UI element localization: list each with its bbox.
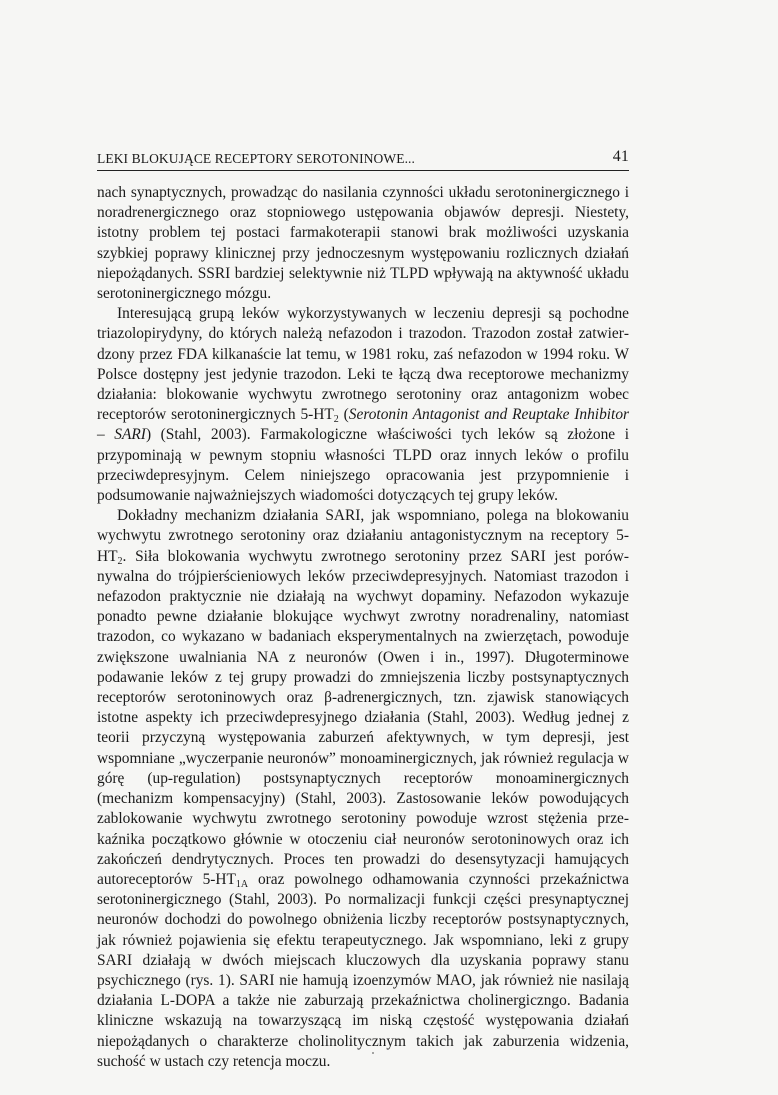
scan-speck	[372, 1052, 374, 1054]
paragraph-3-text-a: Dokładny mechanizm działania SARI, jak wspomniano, polega na blokowaniu wychwytu zwrotnego serotoniny oraz działaniu antagonistycznym na receptory 5-HT	[97, 507, 629, 565]
page-number: 41	[612, 148, 629, 165]
paragraph-1-text: nach synaptycznych, prowadząc do nasilania czynności układu serotoninergicznego i noradrenergicznego oraz stopniowego ustępowania objawów depresji. Niestety, istotny problem tej postaci farmakoterapii stanowi brak możliwości uzyskania szybkiej poprawy klinicznej przy jednoczesnym występowaniu rozlicznych działań niepożądanych. SSRI bardziej selektywnie niż TLPD wpływają na aktywność układu serotoninergicznego mózgu.	[97, 184, 629, 303]
subscript: 1A	[235, 878, 249, 890]
paragraph-3	[97, 506, 629, 1072]
subscript: 2	[117, 555, 123, 567]
paragraph-2-text-c: ) (Stahl, 2003). Farmakologiczne właściwości tych leków są złożone i przypominają w pewnym stopniu własności TLPD oraz innych leków o profilu przeciwdepresyjnym. Celem niniejszego opracowania jest przypomnienie i podsumowanie najważniejszych wiadomości dotyczących tej grupy leków.	[97, 426, 630, 505]
italic-term: Serotonin Antagonist and Reuptake Inhibitor – SARI	[97, 406, 630, 444]
paragraph-2-text-a: Interesującą grupą leków wykorzystywanych w leczeniu depresji są pochodne triazolopirydyny, do których należą nefazodon i trazodon. Trazodon został zatwierdzony przez FDA kilkanaście lat temu, w 1981 roku, zaś nefazodon w 1994 roku. W Polsce dostępny jest jedynie trazodon. Leki te łączą dwa receptorowe mechanizmy działania: blokowanie wychwytu zwrotnego serotoniny oraz antagonizm wobec receptorów serotoninergicznych 5-HT	[97, 305, 629, 424]
running-header	[97, 150, 629, 171]
paragraph-2	[97, 304, 629, 506]
body-text	[97, 183, 629, 1072]
paragraph-3-text-c: oraz powolnego odhamowania czynności przekaźnictwa serotoninergicznego (Stahl, 2003). Po normalizacji funkcji części presynaptycznej neuronów dochodzi do powolnego obniżenia liczby receptorów postsynaptycznych, jak również pojawienia się efektu terapeutycznego. Jak wspomniano, leki z grupy SARI działają w dwóch miejscach kluczowych dla uzyskania poprawy stanu psychicznego (rys. 1). SARI nie hamują izoenzymów MAO, jak również nie nasilają działania L-DOPA a także nie zaburzają przekaźnictwa cholinergiczngo. Badania kliniczne wskazują na towarzyszącą im niską częstość występowania działań niepożądanych o charakterze cholinolitycznym takich jak zaburzenia widzenia, suchość w ustach czy retencja moczu.	[97, 870, 629, 1070]
subscript: 2	[333, 414, 339, 426]
paragraph-3-text-b: . Siła blokowania wychwytu zwrotnego serotoniny przez SARI jest porównywalna do trójpierścieniowych leków przeciwdepresyjnych. Natomiast trazodon i nefazodon praktycznie nie działają na wychwyt dopaminy. Nefazodon wykazuje ponadto pewne działanie blokujące wychwyt zwrotny noradrenaliny, natomiast trazodon, co wykazano w badaniach eksperymentalnych na zwierzętach, powoduje zwiększone uwalniania NA z neuronów (Owen i in., 1997). Długoterminowe podawanie leków z tej grupy prowadzi do zmniejszenia liczby postsynaptycznych receptorów serotoninowych oraz β-adrenergicznych, tzn. zjawisk stanowiących istotne aspekty ich przeciwdepresyjnego działania (Stahl, 2003). Według jednej z teorii przyczyną występowania zaburzeń afektywnych, w tym depresji, jest wspomniane „wyczerpanie neuronów” monoaminergicznych, jak również regulacja w górę (up-regulation) postsynaptycznych receptorów monoaminergicznych (mechanizm kompensacyjny) (Stahl, 2003). Zastosowanie leków powodujących zablokowanie wychwytu zwrotnego serotoniny powoduje wzrost stężenia przekaźnika początkowo głównie w otoczeniu ciał neuronów serotoninowych oraz ich zakończeń dendrytycznych. Proces ten prowadzi do desensytyzacji hamujących autoreceptorów 5-HT	[97, 547, 629, 888]
paragraph-1	[97, 183, 629, 304]
running-title: LEKI BLOKUJĄCE RECEPTORY SEROTONINOWE...	[97, 151, 415, 166]
paragraph-2-text-b: (	[338, 406, 349, 424]
